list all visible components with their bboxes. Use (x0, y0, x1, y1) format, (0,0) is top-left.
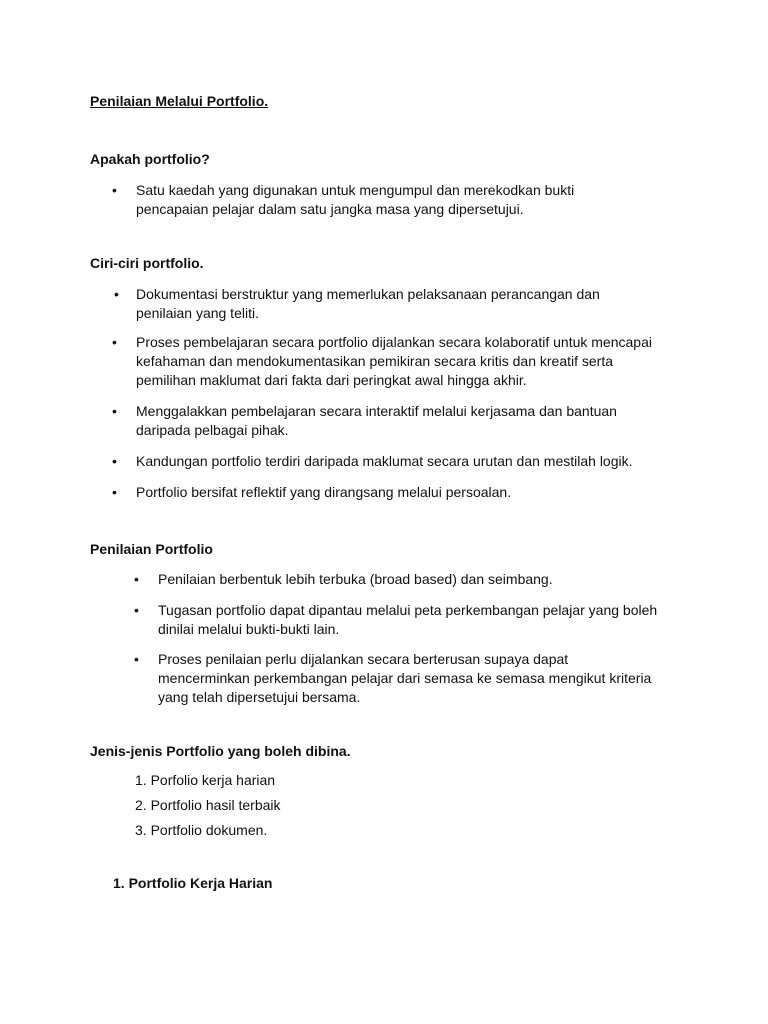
bullet-icon: • (134, 602, 139, 618)
list-item-text: Portfolio bersifat reflektif yang dirangsang melalui persoalan. (136, 484, 512, 500)
list-item-text: Satu kaedah yang digunakan untuk mengumpul dan merekodkan bukti pencapaian pelajar dalam satu jangka masa yang dipersetujui. (136, 182, 575, 217)
list-item-text: Menggalakkan pembelajaran secara interaktif melalui kerjasama dan bantuan daripada pelbagai pihak. (136, 403, 617, 438)
section-heading-jenis: Jenis-jenis Portfolio yang boleh dibina. (90, 743, 351, 759)
list-item (112, 402, 672, 440)
list-item (112, 483, 672, 502)
list-item (112, 333, 657, 390)
bullet-icon: • (112, 484, 117, 500)
list-item-text: Proses penilaian perlu dijalankan secara berterusan supaya dapat mencerminkan perkembangan pelajar dari semasa ke semasa mengikut kriteria yang telah dipersetujui bersama. (158, 651, 652, 705)
bullet-icon: • (134, 571, 139, 587)
numbered-item: 1. Porfolio kerja harian (135, 772, 276, 788)
page-title: Penilaian Melalui Portfolio. (90, 93, 269, 109)
numbered-item: 3. Portfolio dokumen. (135, 822, 268, 838)
list-item-text: Dokumentasi berstruktur yang memerlukan pelaksanaan perancangan dan penilaian yang teliti. (136, 286, 600, 321)
section-heading-apakah: Apakah portfolio? (90, 151, 210, 167)
list-item-text: Proses pembelajaran secara portfolio dijalankan secara kolaboratif untuk mencapai kefahaman dan mendokumentasikan pemikiran secara kritis dan kreatif serta pemilihan maklumat dari fakta dari peringkat awal hingga akhir. (136, 334, 652, 388)
bullet-icon: • (112, 403, 117, 419)
list-item (134, 650, 654, 707)
list-item-text: Penilaian berbentuk lebih terbuka (broad based) dan seimbang. (158, 571, 553, 587)
list-item-text: Kandungan portfolio terdiri daripada maklumat secara urutan dan mestilah logik. (136, 453, 633, 469)
list-item (112, 452, 692, 471)
bullet-icon: • (112, 182, 117, 198)
list-item (134, 601, 659, 639)
list-item (114, 285, 654, 323)
list-item-text: Tugasan portfolio dapat dipantau melalui peta perkembangan pelajar yang boleh dinilai melalui bukti-bukti lain. (158, 602, 658, 637)
bullet-icon: • (134, 651, 139, 667)
section-heading-penilaian: Penilaian Portfolio (90, 541, 213, 557)
subheading-kerja-harian: 1. Portfolio Kerja Harian (113, 875, 273, 891)
list-item (112, 181, 632, 219)
section-heading-ciri: Ciri-ciri portfolio. (90, 255, 204, 271)
bullet-icon: • (114, 286, 119, 302)
numbered-item: 2. Portfolio hasil terbaik (135, 797, 281, 813)
list-item (134, 570, 654, 589)
bullet-icon: • (112, 334, 117, 350)
bullet-icon: • (112, 453, 117, 469)
